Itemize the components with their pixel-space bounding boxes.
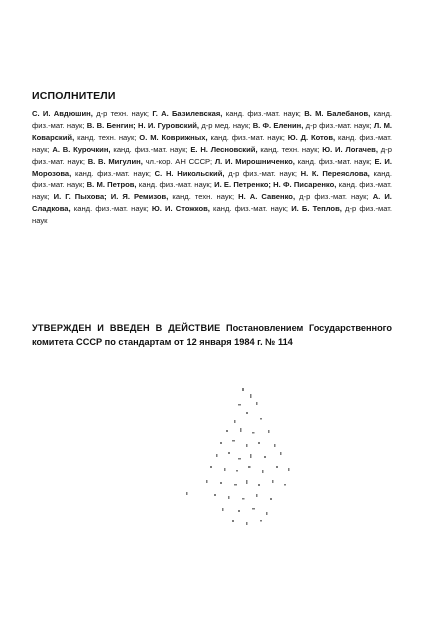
performer-title: канд. техн. наук; [77,132,137,142]
performer-name: Ю. И. Логачев, [322,144,378,154]
performer-name: И. Г. Пыхова; [53,192,107,202]
performer-name: Е. Н. Лесновский, [190,144,258,154]
performer-title: канд. техн. наук; [260,144,320,154]
performer-name: В. Ф. Еленин, [252,120,304,130]
performer-title: канд. техн. наук; [172,192,235,202]
performer-title: д-р физ.-мат. наук; [305,120,372,130]
performer-name: И. Я. Ремизов, [110,192,169,202]
performers-heading: ИСПОЛНИТЕЛИ [32,90,116,102]
performer-name: Ю. И. Стожков, [151,204,210,214]
performer-title: д-р физ.-мат. наук; [228,168,297,178]
performer-title: д-р техн. наук; [96,109,150,118]
performer-name: В. М. Балебанов, [304,109,371,118]
performer-title: канд. физ.-мат. наук; [113,144,188,154]
performer-name: В. В. Бенгин; [86,120,136,130]
performer-title: чл.-кор. АН СССР; [145,156,213,166]
performer-title: д-р физ.-мат. наук; [299,192,369,202]
performer-title: канд. физ.-мат. наук; [213,204,289,214]
performer-name: В. В. Мигулин, [87,156,143,166]
performer-title: канд. физ.-мат. наук; [225,109,301,118]
approval-lead: УТВЕРЖДЕН И ВВЕДЕН В ДЕЙСТВИЕ [32,323,221,333]
performer-title: канд. физ.-мат. наук; [32,168,392,190]
faded-stamp-mark [180,380,330,530]
performer-name: Н. И. Гуровский, [137,120,200,130]
performer-name: И. Б. Теплов, [291,204,342,214]
performer-title: канд. физ.-мат. наук; [32,180,392,202]
performer-name: Ю. Д. Котов, [287,132,336,142]
performer-title: канд. физ.-мат. наук; [73,204,149,214]
performer-name: С. И. Авдюшин, [32,109,93,118]
performer-name: Л. И. Мирошниченко, [214,156,295,166]
approval-text: Постановлением Государственного комитета СССР по стандартам от 12 января 1984 г. № 114 [32,323,392,347]
performer-title: д-р физ.-мат. наук; [32,144,392,166]
performer-name: Н. А. Савенко, [238,192,296,202]
performer-title: канд. физ.-мат. наук; [138,180,212,190]
performers-list [32,108,392,227]
performer-title: канд. физ.-мат. наук; [74,168,151,178]
performer-name: А. И. Сладкова, [32,192,392,214]
performer-name: С. Н. Никольский, [154,168,225,178]
performer-name: И. Е. Петренко; [214,180,271,190]
performer-title: д-р физ.-мат. наук [32,204,393,226]
performer-name: Е. И. Морозова, [32,156,392,178]
approval-statement [32,322,392,349]
performer-title: канд. физ.-мат. наук; [32,109,392,130]
performer-name: В. М. Петров, [86,180,137,190]
performer-title: канд. физ.-мат. наук; [297,156,372,166]
performer-name: Л. М. Коварский, [32,120,392,142]
performer-name: Н. Ф. Писаренко, [273,180,337,190]
performer-title: д-р мед. наук; [201,120,251,130]
performer-name: А. В. Курочкин, [52,144,111,154]
performer-name: Н. К. Переяслова, [300,168,370,178]
performer-title: канд. физ.-мат. наук; [32,132,392,154]
performer-title: канд. физ.-мат. наук; [210,132,285,142]
performer-name: Г. А. Базилевская, [152,109,223,118]
performer-name: О. М. Коврижных, [139,132,208,142]
